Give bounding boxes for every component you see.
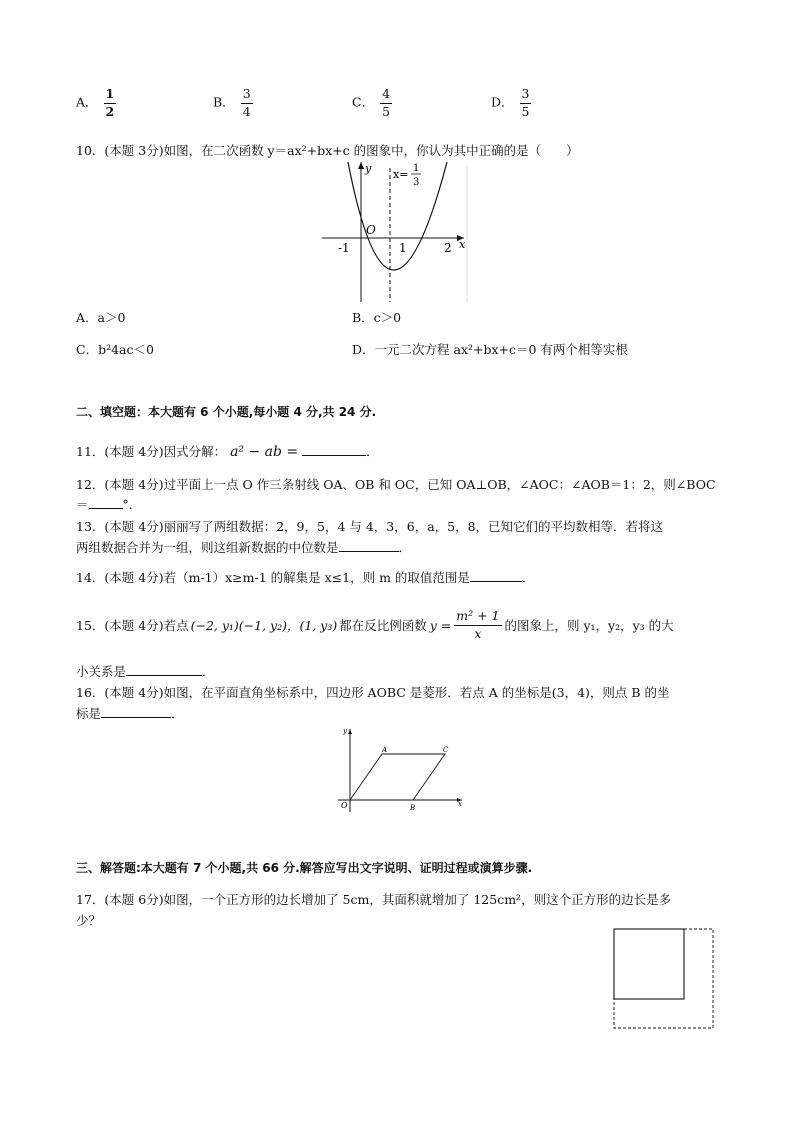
option-label: B． [213, 94, 235, 110]
q10-option-a: A．a＞0 [76, 310, 126, 325]
denominator: 4 [242, 103, 251, 119]
q13-line2-prefix: 两组数据合并为一组，则这组新数据的中位数是 [76, 540, 339, 555]
q9-option-c [352, 88, 392, 118]
option-label: D． [491, 94, 514, 110]
option-label: C． [352, 94, 375, 110]
q11-suffix: ． [366, 444, 379, 459]
q11-expression: a² − ab = [230, 444, 299, 460]
q13-line1: 13．(本题 4分)丽丽写了两组数据：2，9，5，4 与 4，3，6，a，5，8，已知它们的平均数相等．若将这 [76, 519, 664, 534]
answer-blank [470, 569, 522, 582]
q10-option-d: D．一元二次方程 ax²+bx+c＝0 有两个相等实根 [352, 342, 628, 357]
fraction [241, 88, 253, 118]
q9-option-b [213, 88, 253, 118]
q15-prefix: 15．(本题 4分)若点 [76, 618, 189, 633]
denominator: x [474, 625, 482, 641]
fraction [520, 88, 532, 118]
y-axis-arrow [348, 729, 352, 734]
answer-blank [126, 663, 202, 676]
q15-points: (−2, y₁)(−1, y₂)，(1, y₃) [190, 618, 338, 633]
q13-line2-suffix: ． [398, 540, 412, 555]
q15-line2-prefix: 小关系是 [76, 664, 127, 679]
point-c-label: C [443, 746, 449, 754]
answer-blank [339, 539, 399, 552]
denominator: 2 [105, 103, 115, 119]
numerator: 3 [520, 88, 532, 104]
tick-1: 1 [399, 241, 407, 255]
q14-suffix: ． [521, 570, 535, 585]
q12-line2-prefix: ＝ [76, 497, 89, 512]
q11 [76, 442, 379, 460]
tick-neg1: -1 [338, 241, 350, 255]
q16-line2 [76, 704, 184, 722]
q9-option-d [491, 88, 531, 118]
x-label: x [458, 800, 462, 808]
option-label: A． [76, 94, 98, 110]
q9-option-a [76, 88, 116, 118]
numerator: 1 [104, 88, 117, 104]
q16-line2-suffix: ． [171, 706, 184, 721]
tick-2: 2 [444, 241, 452, 255]
q14-prefix: 14．(本题 4分)若（m-1）x≥m-1 的解集是 x≤1，则 m 的取值范围是 [76, 570, 470, 585]
q15-line2-suffix: ． [202, 664, 215, 679]
denominator: 5 [382, 103, 391, 119]
q17-line2: 少？ [76, 913, 102, 928]
fraction [380, 88, 392, 118]
original-square [614, 929, 684, 999]
q17-square-figure [612, 927, 716, 1031]
section-2-heading: 二、填空题：本大题有 6 个小题,每小题 4 分,共 24 分. [76, 405, 377, 419]
point-b-label: B [410, 804, 416, 812]
q13-line2 [76, 538, 411, 556]
symmetry-label-den: 3 [413, 177, 420, 188]
q16-line2-prefix: 标是 [76, 706, 102, 721]
origin-label: O [366, 223, 376, 237]
enlarged-square [614, 929, 713, 1028]
y-label: y [343, 727, 347, 735]
x-axis-label: x [459, 238, 466, 251]
numerator: 3 [241, 88, 253, 104]
answer-blank [89, 496, 123, 509]
symmetry-label-num: 1 [413, 163, 420, 174]
denominator: 5 [521, 103, 530, 119]
q10-option-c: C．b²4ac＜0 [76, 342, 154, 357]
q10-parabola-graph [318, 158, 470, 304]
y-axis-label: y [365, 162, 372, 175]
rhombus-aobc [350, 754, 445, 800]
q10-stem: 10．(本题 3分)如图，在二次函数 y＝ax²+bx+c 的图象中，你认为其中正确的是（ ） [76, 143, 579, 158]
q10-option-b: B．c＞0 [352, 310, 402, 325]
q11-prefix: 11．(本题 4分)因式分解： [76, 444, 227, 459]
q14 [76, 568, 534, 586]
q16-rhombus-figure [330, 726, 466, 816]
q15-func-fraction [454, 610, 501, 640]
fraction [104, 88, 117, 118]
section-3-heading: 三、解答题:本大题有 7 个小题,共 66 分.解答应写出文字说明、证明过程或演算步骤. [76, 861, 533, 875]
q15-after: 的图象上，则 y₁，y₂，y₃ 的大 [504, 618, 674, 633]
symmetry-label-lhs: x= [393, 168, 409, 181]
numerator: m² + 1 [454, 610, 501, 626]
q12-line1: 12．(本题 4分)过平面上一点 O 作三条射线 OA、OB 和 OC，已知 OA⊥OB，∠AOC：∠AOB＝1：2，则∠BOC [76, 477, 716, 492]
point-a-label: A [382, 746, 388, 754]
numerator: 4 [380, 88, 392, 104]
answer-blank [101, 705, 171, 718]
q15-line1 [76, 610, 674, 640]
q15-mid: 都在反比例函数 [339, 618, 427, 633]
point-o-label: O [341, 801, 348, 810]
q16-line1: 16．(本题 4分)如图，在平面直角坐标系中，四边形 AOBC 是菱形．若点 A 的坐标是(3，4)，则点 B 的坐 [76, 685, 670, 700]
q12-line2 [76, 495, 133, 513]
q17-line1: 17．(本题 6分)如图，一个正方形的边长增加了 5cm，其面积就增加了 125cm²，则这个正方形的边长是多 [76, 892, 672, 907]
q15-line2 [76, 662, 215, 680]
q15-func-lhs: y = [429, 617, 452, 633]
y-axis-arrow [358, 162, 364, 169]
q12-line2-suffix: °. [122, 497, 133, 512]
answer-blank [302, 443, 366, 456]
